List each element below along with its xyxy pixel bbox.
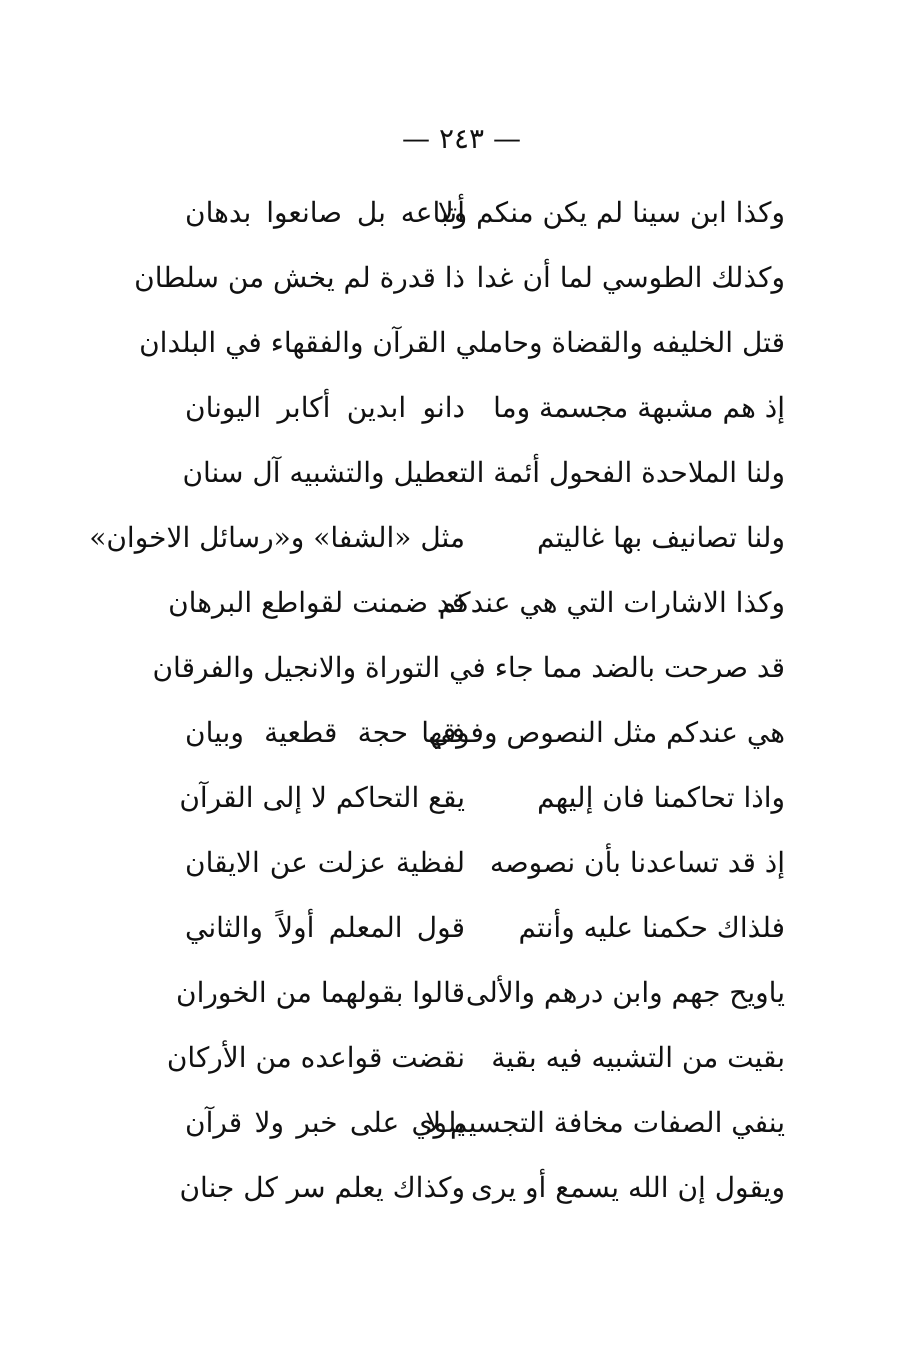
verse-right-hemistich: واذا تحاكمنا فان إليهم <box>537 781 785 814</box>
verse-line <box>166 1025 785 1090</box>
verse-left-hemistich: لفظية عزلت عن الايقان <box>185 846 465 879</box>
poem-verses <box>89 180 785 1220</box>
verse-left-hemistich: أتباعه بل صانعوا بدهان <box>185 196 465 229</box>
verse-left-hemistich: يلوي على خبر ولا قرآن <box>185 1106 465 1139</box>
verse-line <box>139 310 785 375</box>
verse-right-hemistich: وكذلك الطوسي لما أن غدا <box>476 261 785 294</box>
verse-line <box>185 180 785 245</box>
verse-right-hemistich: إذ قد تساعدنا بأن نصوصه <box>489 846 785 879</box>
verse-line <box>179 1155 785 1220</box>
verse-line <box>182 440 785 505</box>
verse-line <box>185 1090 785 1155</box>
verse-left-hemistich: في حجة قطعية وبيان <box>185 716 465 749</box>
verse-left-hemistich: دانو ابدين أكابر اليونان <box>185 391 465 424</box>
verse-right-hemistich: وكذا الاشارات التي هي عندكم <box>438 586 785 619</box>
verse-right-hemistich: ياويح جهم وابن درهم والألى <box>465 976 785 1009</box>
verse-line <box>185 830 785 895</box>
verse-left-hemistich: يقع التحاكم لا إلى القرآن <box>179 781 465 814</box>
verse-full-line: ولنا الملاحدة الفحول أئمة التعطيل والتشبيه آل سنان <box>182 456 785 489</box>
verse-right-hemistich: ينفي الصفات مخافة التجسيم لا <box>425 1106 785 1139</box>
verse-right-hemistich: وكذا ابن سينا لم يكن منكم ولا <box>437 196 785 229</box>
page-number: — ٢٤٣ — <box>402 122 521 155</box>
verse-line <box>152 635 785 700</box>
verse-line <box>134 245 785 310</box>
verse-line <box>89 505 785 570</box>
verse-full-line: قتل الخليفه والقضاة وحاملي القرآن والفقهاء في البلدان <box>139 326 785 359</box>
verse-left-hemistich: قول المعلم أولاً والثاني <box>185 911 465 944</box>
verse-left-hemistich: وكذاك يعلم سر كل جنان <box>179 1171 465 1204</box>
verse-left-hemistich: قالوا بقولهما من الخوران <box>176 976 465 1009</box>
verse-right-hemistich: ولنا تصانيف بها غاليتم <box>536 521 785 554</box>
verse-full-line: قد صرحت بالضد مما جاء في التوراة والانجيل والفرقان <box>152 651 785 684</box>
verse-line <box>168 570 785 635</box>
verse-right-hemistich: ويقول إن الله يسمع أو يرى <box>470 1171 785 1204</box>
verse-left-hemistich: ذا قدرة لم يخش من سلطان <box>134 261 465 294</box>
verse-left-hemistich: قد ضمنت لقواطع البرهان <box>168 586 465 619</box>
verse-line <box>179 765 785 830</box>
verse-right-hemistich: هي عندكم مثل النصوص وفوقها <box>421 716 785 749</box>
verse-line <box>185 700 785 765</box>
verse-left-hemistich: مثل «الشفا» و«رسائل الاخوان» <box>89 521 465 554</box>
verse-left-hemistich: نقضت قواعده من الأركان <box>166 1041 465 1074</box>
verse-line <box>176 960 785 1025</box>
verse-right-hemistich: فلذاك حكمنا عليه وأنتم <box>518 911 785 944</box>
verse-line <box>185 895 785 960</box>
verse-right-hemistich: إذ هم مشبهة مجسمة وما <box>493 391 785 424</box>
verse-right-hemistich: بقيت من التشبيه فيه بقية <box>491 1041 785 1074</box>
verse-line <box>185 375 785 440</box>
